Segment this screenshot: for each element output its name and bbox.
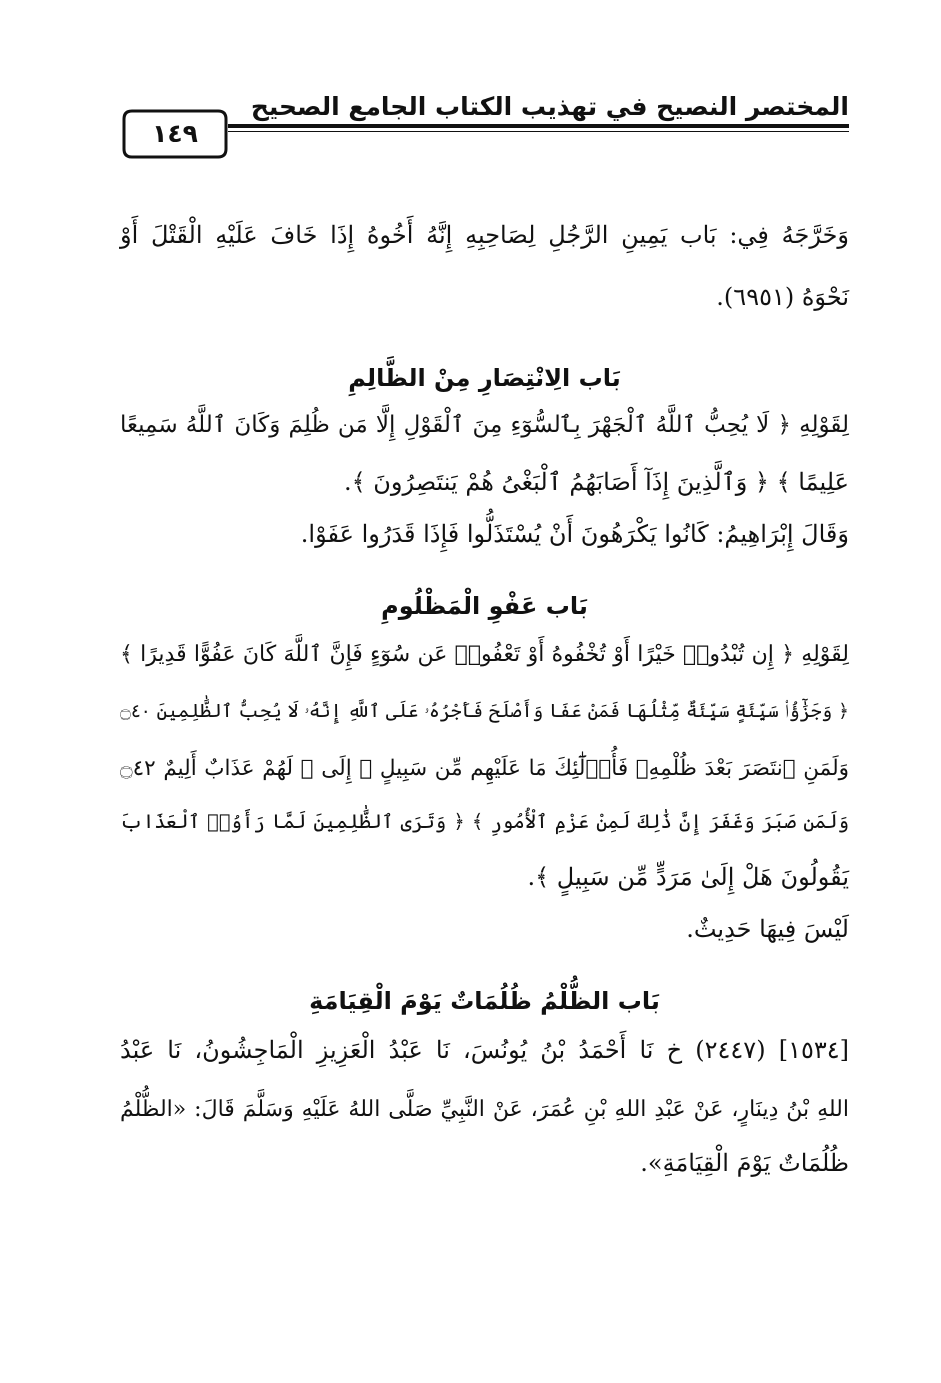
text-line: لِقَوْلِهِ ﴿ لَا يُحِبُّ ٱللَّهُ ٱلْجَهْرَ بِٱلسُّوٓءِ مِنَ ٱلْقَوْلِ إِلَّا مَن ظُلِمَ وَكَانَ ٱللَّهُ سَمِيعًا <box>120 412 849 438</box>
text-line: وَلَمَنِ ٱنتَصَرَ بَعْدَ ظُلْمِهِۦ فَأُو۟لَٰٓئِكَ مَا عَلَيْهِم مِّن سَبِيلٍ ﴾ إِلَى ﴿ لَهُمْ عَذَابٌ أَلِيمٌ ۝٤٢ <box>120 756 849 781</box>
text-line: ﴿ وَجَزَٰٓؤُا۟ سَيِّئَةٍ سَيِّئَةٌ مِّثْلُهَا فَمَنْ عَفَا وَأَصْلَحَ فَأَجْرُهُۥ عَلَى ٱللَّهِ إِنَّهُۥ لَا يُحِبُّ ٱلظَّٰلِمِينَ ۝٤٠ <box>120 701 849 722</box>
chapter-heading: بَاب الِانْتِصَارِ مِنْ الظَّالِمِ <box>348 364 621 392</box>
text-line: ظُلُمَاتٌ يَوْمَ الْقِيَامَةِ». <box>640 1149 849 1177</box>
text-line: يَقُولُونَ هَلْ إِلَىٰ مَرَدٍّ مِّن سَبِيلٍ ﴾. <box>527 863 849 891</box>
text-line: عَلِيمًا ﴾ ﴿ وَٱلَّذِينَ إِذَآ أَصَابَهُمُ ٱلْبَغْىُ هُمْ يَنتَصِرُونَ ﴾. <box>343 468 849 496</box>
text-line: وَلَمَن صَبَرَ وَغَفَرَ إِنَّ ذَٰلِكَ لَمِنْ عَزْمِ ٱلْأُمُورِ ﴾ ﴿ وَتَرَى ٱلظَّٰلِمِينَ لَمَّا رَأَوُا۟ ٱلْعَذَابَ <box>120 810 849 833</box>
page-number: ١٤٩ <box>152 119 198 148</box>
chapter-heading: بَاب الظُّلْمُ ظُلُمَاتٌ يَوْمَ الْقِيَامَةِ <box>309 987 660 1015</box>
header-rule <box>228 124 849 132</box>
text-line: لَيْسَ فِيهَا حَدِيثٌ. <box>686 915 849 943</box>
text-line: نَحْوَهُ (٦٩٥١). <box>716 283 849 311</box>
chapter-heading: بَاب عَفْوِ الْمَظْلُومِ <box>381 592 588 620</box>
text-line: وَقَالَ إِبْرَاهِيمُ: كَانُوا يَكْرَهُونَ أَنْ يُسْتَذَلُّوا فَإِذَا قَدَرُوا عَفَوْا. <box>300 520 849 548</box>
text-line: وَخَرَّجَهُ فِي: بَاب يَمِينِ الرَّجُلِ لِصَاحِبِهِ إِنَّهُ أَخُوهُ إِذَا خَافَ عَلَيْهِ الْقَتْلَ أَوْ <box>120 221 849 249</box>
book-title: المختصر النصيح في تهذيب الكتاب الجامع الصحيح <box>250 92 849 121</box>
text-line: لِقَوْلِهِ ﴿ إِن تُبْدُوا۟ خَيْرًا أَوْ تُخْفُوهُ أَوْ تَعْفُوا۟ عَن سُوٓءٍ فَإِنَّ ٱللَّهَ كَانَ عَفُوًّا قَدِيرًا ﴾ <box>120 642 849 667</box>
page-number-frame <box>122 109 228 159</box>
text-line: [١٥٣٤] (٢٤٤٧) خ نَا أَحْمَدُ بْنُ يُونُسَ، نَا عَبْدُ الْعَزِيزِ الْمَاجِشُونُ، نَا عَبْدُ <box>120 1036 849 1064</box>
text-line: اللهِ بْنُ دِينَارٍ، عَنْ عَبْدِ اللهِ بْنِ عُمَرَ، عَنْ النَّبِيِّ صَلَّى اللهُ عَلَيْهِ وَسَلَّمَ قَالَ: «الظُّلْمُ <box>120 1097 849 1122</box>
